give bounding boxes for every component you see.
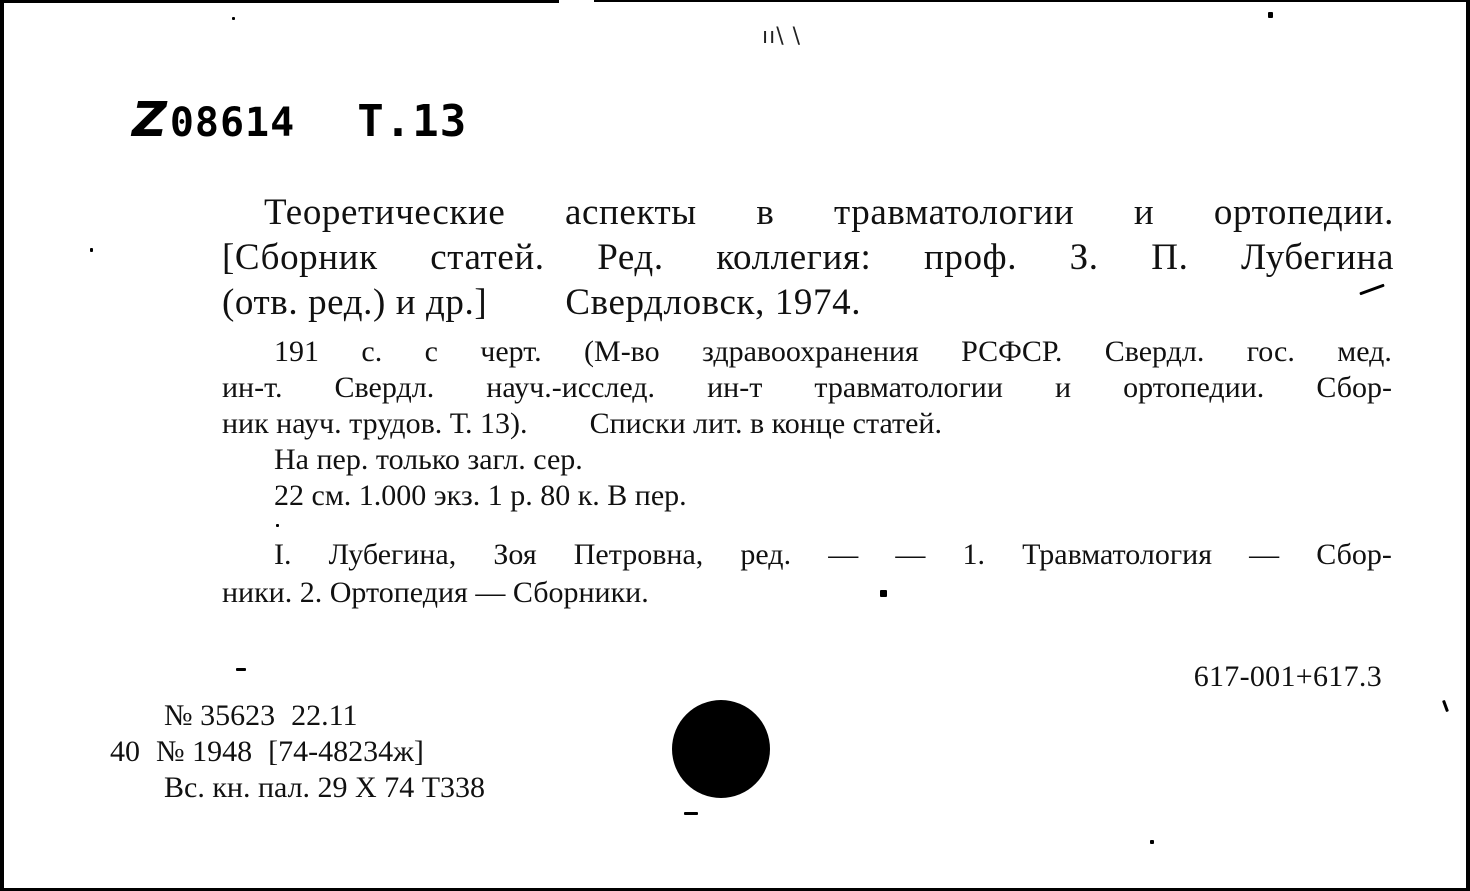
punch-hole xyxy=(672,700,770,798)
call-number xyxy=(132,92,467,148)
description-line-3 xyxy=(222,406,1392,442)
ink-speck xyxy=(880,590,887,597)
editors-note: (отв. ред.) и др.] xyxy=(222,282,488,323)
card-top-edge-right xyxy=(594,0,1470,2)
accession-line-2: 40 № 1948 [74-48234ж] xyxy=(110,735,424,768)
accession-line-3: Вс. кн. пал. 29 X 74 Т338 xyxy=(164,771,486,804)
ink-speck xyxy=(1150,840,1154,844)
handwritten-mark: ıı\ \ xyxy=(762,24,802,49)
cover-note: На пер. только загл. сер. xyxy=(274,443,583,476)
series-note: ник науч. трудов. Т. 13). xyxy=(222,407,528,440)
title-line-3 xyxy=(222,280,1394,325)
ink-speck xyxy=(90,248,93,252)
udc-classification: 617-001+617.3 xyxy=(1193,660,1382,693)
ink-speck xyxy=(236,668,246,671)
bibliography-note: Списки лит. в конце статей. xyxy=(589,407,942,440)
title-block xyxy=(222,190,1394,325)
physical-description: 22 см. 1.000 экз. 1 р. 80 к. В пер. xyxy=(274,479,687,512)
call-number-value: 08614 xyxy=(169,100,296,146)
subjects-line-2: ники. 2. Ортопедия — Сборники. xyxy=(222,576,649,609)
call-number-prefix: Z xyxy=(132,92,168,148)
title-line-1: Теоретические аспекты в травматологии и ортопедии. xyxy=(264,192,1394,233)
accession-block xyxy=(110,698,485,806)
description-line-2: ин-т. Свердл. науч.-исслед. ин-т травматологии и ортопедии. Сбор- xyxy=(222,371,1392,404)
card-top-edge xyxy=(4,0,559,3)
ink-speck xyxy=(276,524,279,527)
accession-line-1: № 35623 22.11 xyxy=(164,699,358,732)
subjects-line-1: I. Лубегина, Зоя Петровна, ред. — — 1. Травматология — Сбор- xyxy=(274,538,1392,571)
ink-speck xyxy=(1442,700,1449,712)
title-line-2: [Сборник статей. Ред. коллегия: проф. З. П. Лубегина xyxy=(222,237,1394,278)
description-line-1: 191 с. с черт. (М-во здравоохранения РСФСР. Свердл. гос. мед. xyxy=(274,335,1392,368)
imprint: Свердловск, 1974. xyxy=(565,282,862,323)
volume-number: T.13 xyxy=(357,96,468,147)
description-block xyxy=(222,334,1392,514)
ink-speck xyxy=(232,17,235,20)
subject-headings xyxy=(222,536,1392,612)
ink-speck xyxy=(1268,12,1273,18)
ink-speck xyxy=(684,812,698,815)
